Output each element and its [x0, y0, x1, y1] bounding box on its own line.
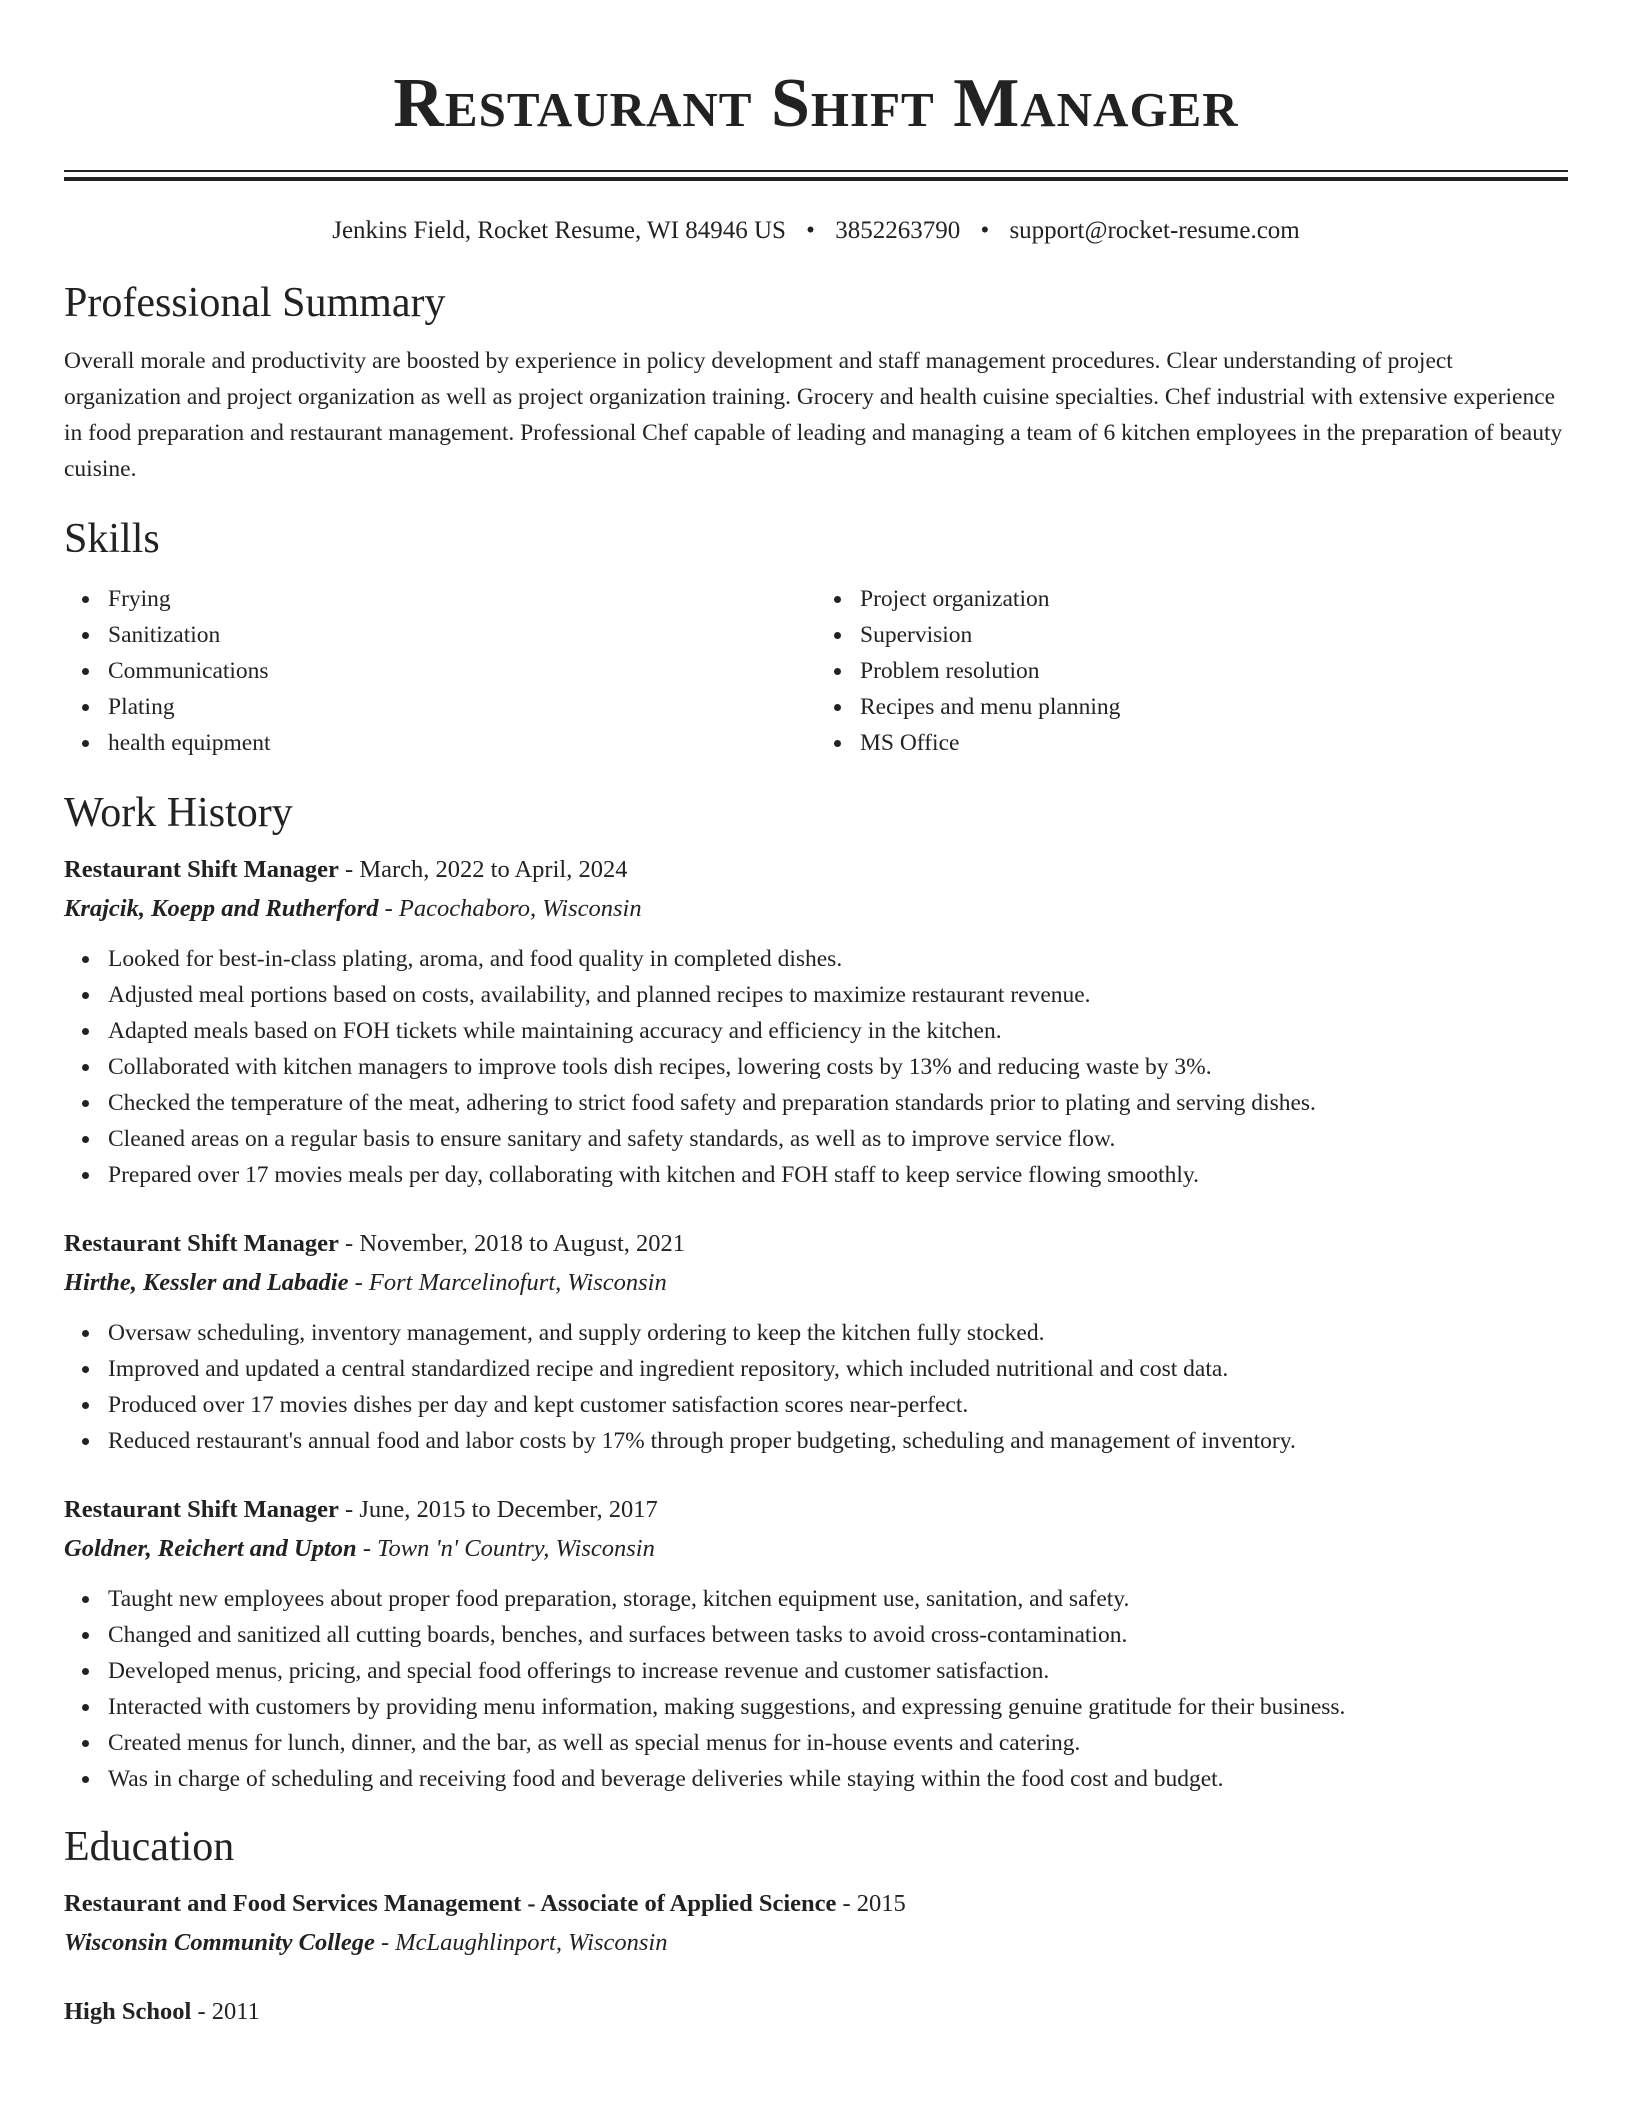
- skills-heading: Skills: [64, 516, 160, 562]
- job-title: Restaurant Shift Manager: [64, 856, 339, 883]
- job-bullet: Changed and sanitized all cutting boards, benches, and surfaces between tasks to avoid cross-contamination.: [108, 1617, 1568, 1653]
- job-bullet: Looked for best-in-class plating, aroma, and food quality in completed dishes.: [108, 941, 1568, 977]
- job-bullet: Reduced restaurant's annual food and labor costs by 17% through proper budgeting, scheduling and management of inventory.: [108, 1423, 1568, 1459]
- job-bullet: Oversaw scheduling, inventory management, and supply ordering to keep the kitchen fully stocked.: [108, 1315, 1568, 1351]
- education-entry: [64, 1885, 1568, 1963]
- skill-item: Recipes and menu planning: [860, 689, 1568, 725]
- job-location: - Fort Marcelinofurt, Wisconsin: [348, 1269, 667, 1296]
- skills-columns: [64, 581, 1568, 761]
- job-header: [64, 851, 1568, 889]
- contact-phone: 3852263790: [835, 217, 961, 244]
- work-history-section: [64, 787, 1568, 1797]
- job-bullet: Cleaned areas on a regular basis to ensure sanitary and safety standards, as well as to improve service flow.: [108, 1121, 1568, 1157]
- skill-item: Problem resolution: [860, 653, 1568, 689]
- summary-section: [64, 277, 1568, 487]
- education-school-line: [64, 1923, 1568, 1963]
- education-section: [64, 1821, 1568, 2031]
- education-school: Wisconsin Community College: [64, 1929, 375, 1956]
- work-history-heading: Work History: [64, 790, 293, 836]
- job-dates: - June, 2015 to December, 2017: [338, 1496, 658, 1523]
- education-degree: High School: [64, 1998, 192, 2025]
- skill-item: MS Office: [860, 725, 1568, 761]
- resume-title: Restaurant Shift Manager: [393, 65, 1239, 142]
- job-entry: [64, 1491, 1568, 1797]
- job-bullets: [64, 1581, 1568, 1797]
- job-bullet: Improved and updated a central standardized recipe and ingredient repository, which included nutritional and cost data.: [108, 1351, 1568, 1387]
- job-bullets: [64, 941, 1568, 1193]
- job-bullets: [64, 1315, 1568, 1459]
- job-entry: [64, 851, 1568, 1193]
- education-location: - McLaughlinport, Wisconsin: [374, 1929, 668, 1956]
- job-header: [64, 1225, 1568, 1263]
- summary-text: Overall morale and productivity are boosted by experience in policy development and staff management procedures. Clear understanding of project organization and project organization as well as project organization training. Grocery and health cuisine specialties. Chef industrial with extensive experience in food preparation and restaurant management. Professional Chef capable of leading and managing a team of 6 kitchen employees in the preparation of beauty cuisine.: [64, 348, 1563, 482]
- job-title: Restaurant Shift Manager: [64, 1496, 339, 1523]
- summary-heading: Professional Summary: [64, 280, 446, 326]
- contact-line: [64, 215, 1568, 247]
- skill-item: Frying: [108, 581, 816, 617]
- job-company-line: [64, 889, 1568, 929]
- job-bullet: Taught new employees about proper food preparation, storage, kitchen equipment use, sanitation, and safety.: [108, 1581, 1568, 1617]
- job-company-line: [64, 1529, 1568, 1569]
- job-company: Hirthe, Kessler and Labadie: [64, 1269, 349, 1296]
- skill-item: Supervision: [860, 617, 1568, 653]
- education-header: [64, 1885, 1568, 1923]
- job-bullet: Created menus for lunch, dinner, and the bar, as well as special menus for in-house events and catering.: [108, 1725, 1568, 1761]
- skill-item: Communications: [108, 653, 816, 689]
- job-bullet: Prepared over 17 movies meals per day, collaborating with kitchen and FOH staff to keep service flowing smoothly.: [108, 1157, 1568, 1193]
- job-bullet: Collaborated with kitchen managers to improve tools dish recipes, lowering costs by 13% and reducing waste by 3%.: [108, 1049, 1568, 1085]
- contact-separator: •: [806, 217, 815, 244]
- job-bullet: Developed menus, pricing, and special food offerings to increase revenue and customer satisfaction.: [108, 1653, 1568, 1689]
- contact-address: Jenkins Field, Rocket Resume, WI 84946 US: [332, 217, 786, 244]
- job-header: [64, 1491, 1568, 1529]
- education-heading: Education: [64, 1824, 235, 1870]
- education-header: [64, 1993, 1568, 2031]
- job-bullet: Adapted meals based on FOH tickets while maintaining accuracy and efficiency in the kitchen.: [108, 1013, 1568, 1049]
- education-entry: [64, 1993, 1568, 2031]
- education-year: - 2011: [191, 1998, 260, 2025]
- job-location: - Pacochaboro, Wisconsin: [378, 895, 642, 922]
- contact-separator: •: [980, 217, 990, 244]
- skill-item: Project organization: [860, 581, 1568, 617]
- job-dates: - November, 2018 to August, 2021: [338, 1230, 685, 1257]
- skills-list-left: [64, 581, 816, 761]
- job-bullet: Adjusted meal portions based on costs, availability, and planned recipes to maximize restaurant revenue.: [108, 977, 1568, 1013]
- education-year: - 2015: [836, 1890, 906, 1917]
- skill-item: Sanitization: [108, 617, 816, 653]
- title-divider: [64, 170, 1568, 181]
- job-bullet: Interacted with customers by providing menu information, making suggestions, and expressing genuine gratitude for their business.: [108, 1689, 1568, 1725]
- job-entry: [64, 1225, 1568, 1459]
- job-title: Restaurant Shift Manager: [64, 1230, 339, 1257]
- contact-email: support@rocket-resume.com: [1009, 217, 1300, 244]
- skill-item: Plating: [108, 689, 816, 725]
- skills-section: [64, 513, 1568, 761]
- education-degree: Restaurant and Food Services Management - Associate of Applied Science: [64, 1890, 837, 1917]
- job-company-line: [64, 1263, 1568, 1303]
- skill-item: health equipment: [108, 725, 816, 761]
- job-bullet: Was in charge of scheduling and receiving food and beverage deliveries while staying within the food cost and budget.: [108, 1761, 1568, 1797]
- job-location: - Town 'n' Country, Wisconsin: [356, 1535, 655, 1562]
- job-dates: - March, 2022 to April, 2024: [338, 856, 628, 883]
- job-company: Krajcik, Koepp and Rutherford: [64, 895, 379, 922]
- job-company: Goldner, Reichert and Upton: [64, 1535, 357, 1562]
- job-bullet: Checked the temperature of the meat, adhering to strict food safety and preparation standards prior to plating and serving dishes.: [108, 1085, 1568, 1121]
- job-bullet: Produced over 17 movies dishes per day and kept customer satisfaction scores near-perfect.: [108, 1387, 1568, 1423]
- skills-list-right: [816, 581, 1568, 761]
